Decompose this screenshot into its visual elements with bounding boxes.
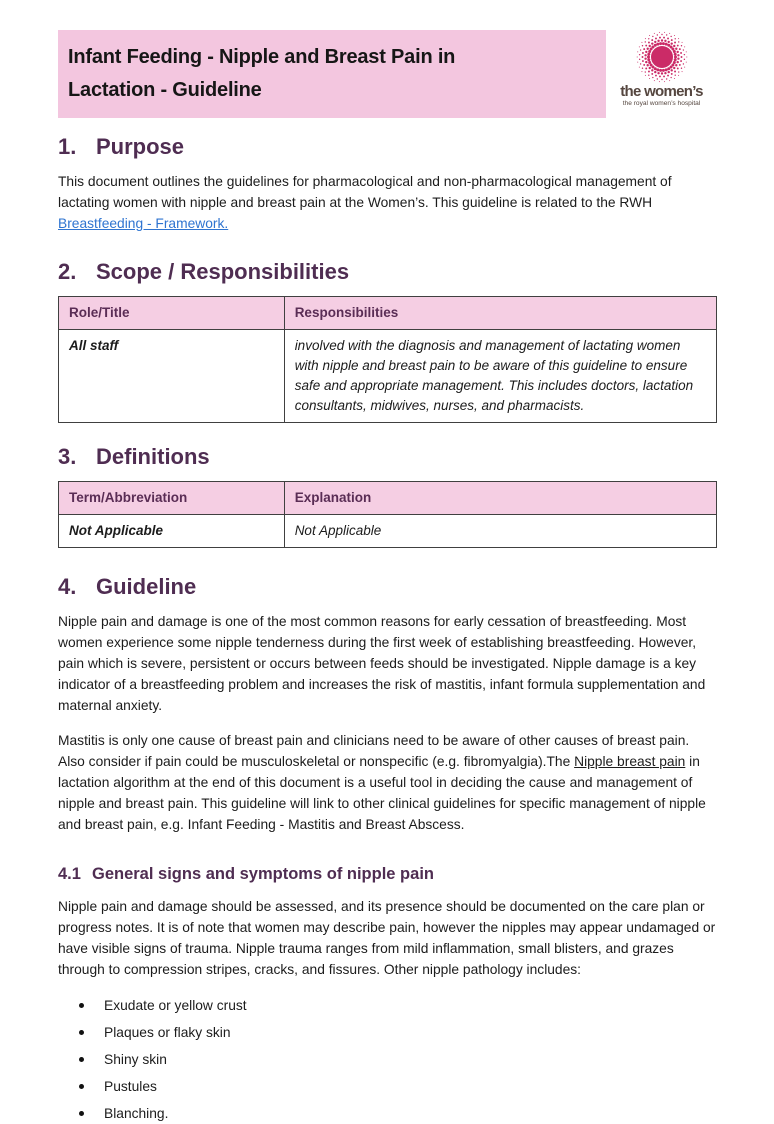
guideline-paragraph-1: Nipple pain and damage is one of the most common reasons for early cessation of breastfeeding. Most women experience some nipple tenderness during the first week of establishing breastfeeding. However, pain which is severe, persistent or occurs between feeds should be investigated. Nipple damage is a key indicator of a breastfeeding problem and increases the risk of mastitis, infant formula supplementation and maternal anxiety. [58,614,706,713]
column-header-responsibilities: Responsibilities [284,297,716,330]
column-header-term: Term/Abbreviation [59,482,285,515]
list-item [58,996,717,1016]
list-item [58,1023,717,1043]
cell-term: Not Applicable [59,515,285,548]
logo-wordmark: the women’s [620,83,703,100]
bullet-icon [79,1003,84,1008]
bullet-icon [79,1057,84,1062]
section-heading-scope [58,259,717,285]
title-banner [58,30,606,118]
page-title-line2: Lactation - Guideline [68,79,262,101]
list-item-label: Plaques or flaky skin [104,1025,231,1040]
scope-table [58,296,717,423]
table-header-row [59,297,717,330]
table-header-row [59,482,717,515]
guideline-text-before: Mastitis is only one cause of breast pain and clinicians need to be aware of other causes of breast pain. Also consider if pain could be musculoskeletal or nonspecific (e.g. fibromyalgia).The [58,733,690,769]
section-number: 4. [58,574,77,599]
section-title: Scope / Responsibilities [96,259,350,284]
column-header-role: Role/Title [59,297,285,330]
page-title-line1: Infant Feeding - Nipple and Breast Pain in [68,46,456,68]
definitions-table [58,481,717,548]
breastfeeding-framework-link[interactable]: Breastfeeding - Framework. [58,216,229,231]
list-item [58,1050,717,1070]
section-heading-purpose [58,134,717,160]
section-heading-guideline [58,574,717,600]
cell-responsibilities: involved with the diagnosis and management of lactating women with nipple and breast pain to be aware of this guideline to ensure safe and appropriate management. This includes doctors, lactation consultants, midwives, nurses, and pharmacists. [284,330,716,423]
bullet-icon [79,1111,84,1116]
section-heading-definitions [58,444,717,470]
list-item [58,1077,717,1097]
list-item-label: Shiny skin [104,1052,167,1067]
nipple-pathology-list [58,996,717,1124]
cell-role: All staff [59,330,285,423]
subsection-heading-signs [58,864,717,885]
signs-paragraph: Nipple pain and damage should be assessed, and its presence should be documented on the care plan or progress notes. It is of note that women may describe pain, however the nipples may appear undamaged or have visible signs of trauma. Nipple trauma ranges from mild inflammation, small blisters, and grazes through to compression stripes, cracks, and fissures. Other nipple pathology includes: [58,899,716,977]
hospital-logo [606,30,717,118]
cell-explanation: Not Applicable [284,515,716,548]
starburst-logo-icon [636,31,688,83]
table-row [59,515,717,548]
table-row [59,330,717,423]
purpose-paragraph [58,171,717,234]
guideline-paragraph-2 [58,730,717,835]
purpose-text: This document outlines the guidelines for pharmacological and non-pharmacological management of lactating women with nipple and breast pain at the Women’s. This guideline is related to the RWH [58,174,672,210]
list-item-label: Blanching. [104,1106,169,1121]
section-number: 1. [58,134,77,159]
subsection-title: General signs and symptoms of nipple pain [92,865,434,883]
subsection-number: 4.1 [58,865,81,883]
section-number: 2. [58,259,77,284]
bullet-icon [79,1084,84,1089]
section-number: 3. [58,444,77,469]
document-header [58,30,717,118]
section-title: Guideline [96,574,197,599]
section-title: Purpose [96,134,185,159]
list-item [58,1104,717,1124]
list-item-label: Exudate or yellow crust [104,998,247,1013]
section-title: Definitions [96,444,210,469]
bullet-icon [79,1030,84,1035]
column-header-explanation: Explanation [284,482,716,515]
list-item-label: Pustules [104,1079,157,1094]
logo-tagline: the royal women’s hospital [622,100,701,107]
nipple-breast-pain-underlined: Nipple breast pain [574,754,686,769]
guideline-text-after: in lactation algorithm at the end of this document is a useful tool in deciding the cause and management of nipple and breast pain. This guideline will link to other clinical guidelines for specific management of nipple and breast pain, e.g. Infant Feeding - Mastitis and Breast Abscess. [58,754,706,832]
